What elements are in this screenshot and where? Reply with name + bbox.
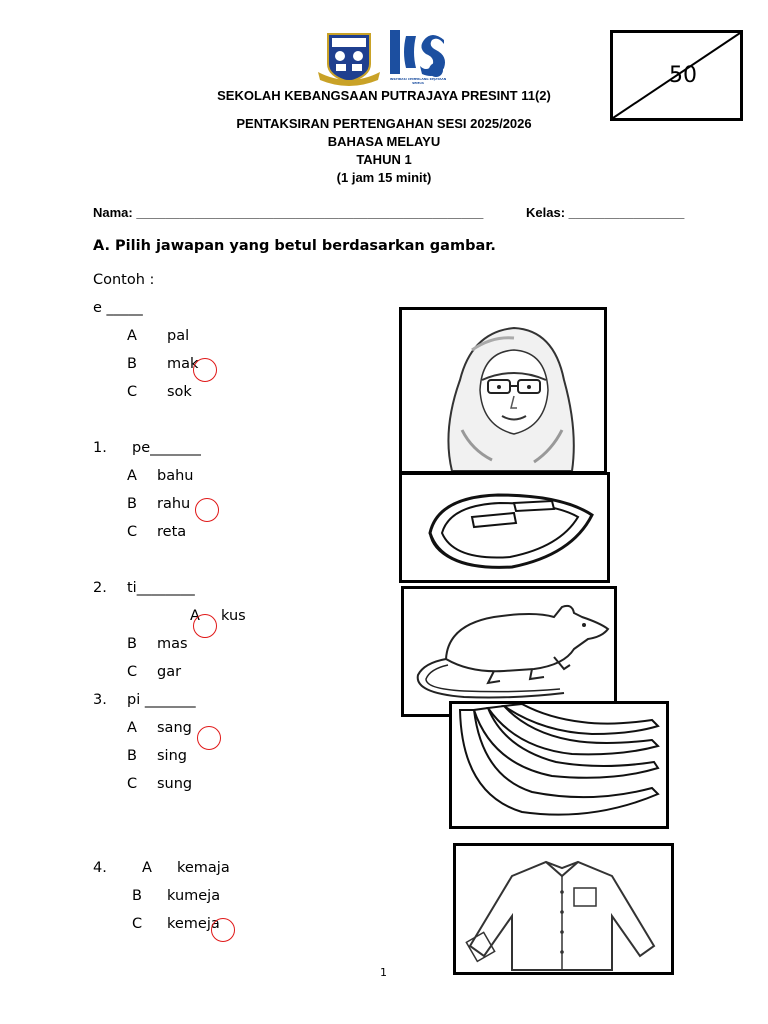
- score-box: [610, 30, 743, 121]
- example-label: Contoh :: [93, 272, 155, 288]
- answer-mark-circle: [211, 918, 235, 942]
- school-crest-logo: [316, 30, 382, 86]
- q1-option-c-letter[interactable]: C: [127, 524, 138, 540]
- boat-image: [399, 472, 610, 583]
- q4-option-a-text[interactable]: kemaja: [177, 860, 230, 876]
- q2-option-b-letter[interactable]: B: [127, 636, 137, 652]
- q1-option-b-text[interactable]: rahu: [157, 496, 191, 512]
- q1-option-c-text[interactable]: reta: [157, 524, 187, 540]
- year-title: TAHUN 1: [356, 152, 412, 167]
- name-field[interactable]: Nama: ________________________________________________: [93, 205, 484, 220]
- shirt-image: [453, 843, 674, 975]
- q2-option-b-text[interactable]: mas: [157, 636, 188, 652]
- score-total: 50: [669, 63, 697, 88]
- q2-number: 2.: [93, 580, 107, 596]
- example-option-c-text[interactable]: sok: [167, 384, 192, 400]
- example-option-b-text[interactable]: mak: [167, 356, 199, 372]
- q3-option-a-letter[interactable]: A: [127, 720, 137, 736]
- q2-option-a-letter[interactable]: A: [190, 608, 200, 624]
- rat-image: [401, 586, 617, 717]
- duration: (1 jam 15 minit): [336, 170, 432, 185]
- q1-stem: pe_______: [132, 440, 201, 456]
- q4-option-b-text[interactable]: kumeja: [167, 888, 221, 904]
- q3-number: 3.: [93, 692, 107, 708]
- q3-stem: pi _______: [127, 692, 196, 708]
- q1-option-a-letter[interactable]: A: [127, 468, 137, 484]
- class-field[interactable]: Kelas: ________________: [526, 205, 685, 220]
- section-title: A. Pilih jawapan yang betul berdasarkan gambar.: [93, 238, 496, 254]
- page-number: 1: [380, 966, 387, 979]
- q4-option-c-text[interactable]: kemeja: [167, 916, 220, 932]
- q3-option-c-text[interactable]: sung: [157, 776, 193, 792]
- example-option-a-letter[interactable]: A: [127, 328, 137, 344]
- q3-option-b-text[interactable]: sing: [157, 748, 187, 764]
- q4-option-b-letter[interactable]: B: [132, 888, 142, 904]
- ics-logo-caption: INSPIRASI CEMERLANG KEJAYAAN SEMUA: [389, 77, 447, 85]
- q1-number: 1.: [93, 440, 107, 456]
- woman-in-hijab-image: [399, 307, 607, 474]
- answer-mark-circle: [193, 614, 217, 638]
- q4-number: 4.: [93, 860, 107, 876]
- subject-title: BAHASA MELAYU: [327, 134, 441, 149]
- exam-title: PENTAKSIRAN PERTENGAHAN SESI 2025/2026: [236, 116, 532, 131]
- bananas-image: [449, 701, 669, 829]
- q2-option-a-text[interactable]: kus: [221, 608, 246, 624]
- answer-mark-circle: [193, 358, 217, 382]
- answer-mark-circle: [195, 498, 219, 522]
- example-stem: e _____: [93, 300, 143, 316]
- ics-logo: [388, 26, 448, 88]
- example-option-b-letter[interactable]: B: [127, 356, 137, 372]
- q4-option-c-letter[interactable]: C: [132, 916, 143, 932]
- q2-stem: ti________: [127, 580, 195, 596]
- q3-option-b-letter[interactable]: B: [127, 748, 137, 764]
- q1-option-b-letter[interactable]: B: [127, 496, 137, 512]
- q4-option-a-letter[interactable]: A: [142, 860, 152, 876]
- q1-option-a-text[interactable]: bahu: [157, 468, 194, 484]
- example-option-a-text[interactable]: pal: [167, 328, 190, 344]
- school-name: SEKOLAH KEBANGSAAN PUTRAJAYA PRESINT 11(2): [217, 88, 551, 103]
- q3-option-c-letter[interactable]: C: [127, 776, 138, 792]
- answer-mark-circle: [197, 726, 221, 750]
- example-option-c-letter[interactable]: C: [127, 384, 138, 400]
- q2-option-c-letter[interactable]: C: [127, 664, 138, 680]
- q2-option-c-text[interactable]: gar: [157, 664, 182, 680]
- q3-option-a-text[interactable]: sang: [157, 720, 192, 736]
